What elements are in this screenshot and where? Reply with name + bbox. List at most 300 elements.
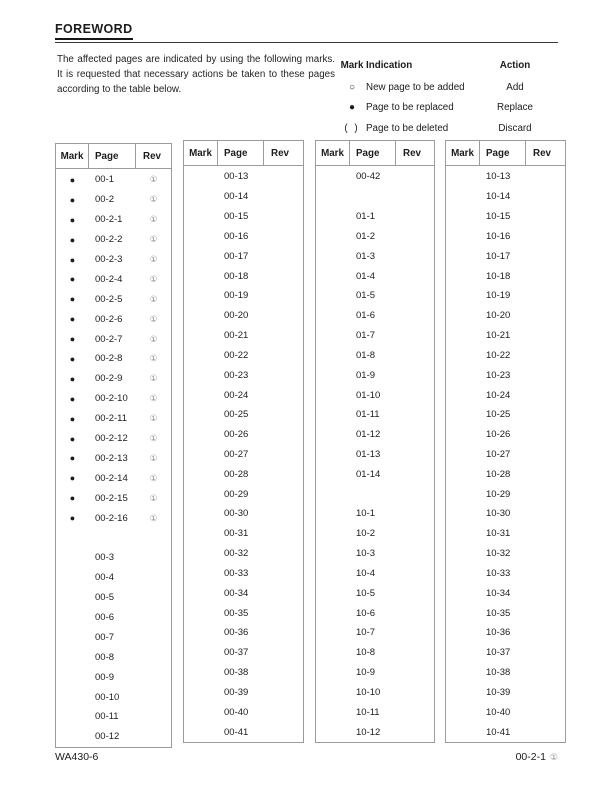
revision-table-4-body xyxy=(446,166,565,742)
table-row xyxy=(184,583,303,603)
table-row xyxy=(446,564,565,584)
page-cell: 00-7 xyxy=(95,631,115,643)
table-row xyxy=(446,345,565,365)
page-cell: 00-5 xyxy=(95,592,115,604)
page-cell: 10-39 xyxy=(486,686,511,698)
table-row xyxy=(184,226,303,246)
page-cell: 00-8 xyxy=(95,651,115,663)
page-cell: 00-11 xyxy=(95,711,119,723)
page-cell: 00-20 xyxy=(224,310,249,322)
page-cell: 00-2-13 xyxy=(95,452,128,464)
legend-action: Add xyxy=(506,81,524,93)
page-cell: 10-36 xyxy=(486,627,511,639)
page-cell: 00-40 xyxy=(224,706,249,718)
table-row xyxy=(184,405,303,425)
table-row xyxy=(56,647,171,667)
page-cell: 00-18 xyxy=(224,270,249,282)
legend-indication: New page to be added xyxy=(366,81,465,93)
table-row xyxy=(446,246,565,266)
page-cell: 00-31 xyxy=(224,528,249,540)
column-header-rev: Rev xyxy=(403,147,421,159)
table-row xyxy=(446,207,565,227)
page-cell: 01-1 xyxy=(356,211,376,223)
mark-cell: ● xyxy=(69,254,76,265)
table-row xyxy=(446,623,565,643)
table-row xyxy=(184,683,303,703)
page-cell: 00-32 xyxy=(224,548,249,560)
page-cell: 01-14 xyxy=(356,468,381,480)
table-row xyxy=(446,226,565,246)
table-row xyxy=(184,464,303,484)
table-row xyxy=(316,345,434,365)
table-row xyxy=(446,167,565,187)
page-cell: 10-4 xyxy=(356,567,376,579)
table-row xyxy=(184,603,303,623)
page-cell: 00-26 xyxy=(224,429,249,441)
page-cell: 00-41 xyxy=(224,726,249,738)
page-cell: 00-37 xyxy=(224,647,249,659)
page-cell: 00-2-15 xyxy=(95,492,128,504)
page-cell: 00-2-1 xyxy=(95,214,123,226)
table-row xyxy=(184,345,303,365)
table-row xyxy=(316,544,434,564)
table-row xyxy=(316,583,434,603)
rev-cell: ① xyxy=(149,433,158,444)
table-row xyxy=(446,544,565,564)
table-row xyxy=(56,210,171,230)
page-title: FOREWORD xyxy=(55,22,133,40)
page-cell: 00-4 xyxy=(95,572,115,584)
table-row xyxy=(316,564,434,584)
page-cell: 10-28 xyxy=(486,468,511,480)
footer-rev-icon: ① xyxy=(549,752,558,762)
page-cell: 01-5 xyxy=(356,290,376,302)
table-row xyxy=(316,246,434,266)
table-row xyxy=(56,170,171,190)
table-header-row xyxy=(316,141,434,166)
table-row xyxy=(446,663,565,683)
rev-cell: ① xyxy=(149,353,158,364)
column-header-page: Page xyxy=(89,144,136,168)
table-row xyxy=(184,286,303,306)
mark-cell: ● xyxy=(69,274,76,285)
column-header-mark: Mark xyxy=(316,141,350,165)
table-row xyxy=(446,702,565,722)
table-row xyxy=(56,627,171,647)
table-row xyxy=(446,445,565,465)
table-row xyxy=(56,389,171,409)
page-cell: 00-2-7 xyxy=(95,333,123,345)
table-row xyxy=(56,309,171,329)
table-row xyxy=(184,702,303,722)
table-row xyxy=(316,187,434,207)
table-row xyxy=(316,663,434,683)
page-cell: 00-12 xyxy=(95,731,120,743)
revision-table-2-body xyxy=(184,166,303,742)
page-cell: 00-17 xyxy=(224,250,249,262)
page-cell: 00-2-14 xyxy=(95,472,128,484)
page-cell: 10-35 xyxy=(486,607,511,619)
mark-cell: ● xyxy=(69,393,76,404)
page-cell: 10-32 xyxy=(486,548,511,560)
table-row xyxy=(446,464,565,484)
page-cell: 10-38 xyxy=(486,667,511,679)
page-cell: 00-38 xyxy=(224,667,249,679)
legend-action: Replace xyxy=(497,102,533,114)
rev-cell: ① xyxy=(149,492,158,503)
table-row xyxy=(316,683,434,703)
page-cell: 01-4 xyxy=(356,270,376,282)
rev-cell: ① xyxy=(149,512,158,523)
mark-cell: ● xyxy=(69,353,76,364)
table-row xyxy=(316,643,434,663)
table-row xyxy=(184,187,303,207)
legend-header-action: Action xyxy=(499,60,531,71)
table-row xyxy=(56,548,171,568)
table-row xyxy=(56,269,171,289)
rev-cell: ① xyxy=(149,214,158,225)
page-cell: 00-30 xyxy=(224,508,249,520)
legend-indication: Page to be deleted xyxy=(366,122,449,134)
table-row xyxy=(446,187,565,207)
page-cell: 01-9 xyxy=(356,369,376,381)
table-row xyxy=(56,687,171,707)
revision-table-1 xyxy=(55,143,172,748)
rev-cell: ① xyxy=(149,313,158,324)
page-cell: 00-28 xyxy=(224,468,249,480)
mark-cell: ● xyxy=(69,334,76,345)
mark-cell: ● xyxy=(69,314,76,325)
page-cell: 10-10 xyxy=(356,686,381,698)
mark-cell: ● xyxy=(69,473,76,484)
table-row xyxy=(56,369,171,389)
page-cell: 10-21 xyxy=(486,330,511,342)
page-cell: 00-34 xyxy=(224,587,249,599)
page-cell: 00-29 xyxy=(224,488,249,500)
table-row xyxy=(184,306,303,326)
table-row xyxy=(56,289,171,309)
page-cell: 10-34 xyxy=(486,587,511,599)
table-row xyxy=(184,385,303,405)
page-cell: 00-14 xyxy=(224,191,249,203)
page-cell: 00-2-4 xyxy=(95,273,123,285)
rev-cell: ① xyxy=(149,273,158,284)
rev-cell: ① xyxy=(149,472,158,483)
table-row xyxy=(316,504,434,524)
page-cell: 10-15 xyxy=(486,211,511,223)
page-cell: 00-19 xyxy=(224,290,249,302)
page-cell: 00-16 xyxy=(224,230,249,242)
table-row xyxy=(56,608,171,628)
page-cell: 00-13 xyxy=(224,171,249,183)
table-row xyxy=(316,702,434,722)
table-row xyxy=(184,504,303,524)
table-row xyxy=(184,544,303,564)
table-row xyxy=(446,683,565,703)
column-header-rev: Rev xyxy=(533,147,551,159)
revision-table-3-body xyxy=(316,166,434,742)
table-row xyxy=(184,425,303,445)
page-cell: 00-6 xyxy=(95,612,115,624)
table-row xyxy=(316,603,434,623)
table-row xyxy=(56,588,171,608)
rev-cell: ① xyxy=(149,293,158,304)
page-cell: 00-36 xyxy=(224,627,249,639)
page-cell: 10-29 xyxy=(486,488,511,500)
column-header-page: Page xyxy=(350,141,396,165)
page-cell: 00-2-8 xyxy=(95,353,123,365)
marks-legend xyxy=(338,54,553,139)
table-row xyxy=(184,524,303,544)
table-row xyxy=(184,207,303,227)
page-cell: 10-19 xyxy=(486,290,511,302)
table-row xyxy=(446,524,565,544)
page-cell: 00-2-11 xyxy=(95,413,128,425)
column-header-rev: Rev xyxy=(143,150,161,162)
table-row xyxy=(446,722,565,742)
table-row xyxy=(184,326,303,346)
page-cell: 01-2 xyxy=(356,230,376,242)
table-row xyxy=(56,667,171,687)
legend-row-add xyxy=(338,77,553,98)
legend-header-mark: Mark xyxy=(340,60,364,71)
rev-cell: ① xyxy=(149,393,158,404)
legend-action: Discard xyxy=(498,122,532,134)
table-row xyxy=(56,349,171,369)
table-row xyxy=(446,365,565,385)
footer-page-number xyxy=(516,751,558,763)
page-cell: 10-16 xyxy=(486,230,511,242)
column-header-rev: Rev xyxy=(271,147,289,159)
page-cell: 10-1 xyxy=(356,508,376,520)
page-cell: 00-10 xyxy=(95,691,120,703)
page-header-rule xyxy=(55,20,558,43)
page-cell: 10-23 xyxy=(486,369,511,381)
table-row xyxy=(56,707,171,727)
column-header-mark: Mark xyxy=(56,144,89,168)
legend-header-indication: Indication xyxy=(366,60,413,71)
mark-cell: ● xyxy=(69,413,76,424)
table-row xyxy=(184,722,303,742)
page-cell: 10-9 xyxy=(356,667,376,679)
page-cell: 00-39 xyxy=(224,686,249,698)
page-cell: 10-6 xyxy=(356,607,376,619)
page-cell: 10-3 xyxy=(356,548,376,560)
mark-cell: ● xyxy=(69,493,76,504)
table-row xyxy=(446,266,565,286)
rev-cell: ① xyxy=(149,254,158,264)
mark-cell: ● xyxy=(69,453,76,464)
page-cell: 01-12 xyxy=(356,429,381,441)
table-row xyxy=(316,266,434,286)
rev-cell: ① xyxy=(149,452,158,463)
table-row xyxy=(184,266,303,286)
table-row xyxy=(184,484,303,504)
rev-cell: ① xyxy=(149,194,158,205)
page-cell: 10-18 xyxy=(486,270,511,282)
page-cell: 00-1 xyxy=(95,174,115,186)
page-cell: 00-2-16 xyxy=(95,512,128,524)
table-row xyxy=(316,207,434,227)
table-row xyxy=(446,425,565,445)
table-row xyxy=(56,508,171,528)
page-cell: 00-35 xyxy=(224,607,249,619)
table-row xyxy=(56,727,171,747)
page-cell: 10-5 xyxy=(356,587,376,599)
table-row xyxy=(56,568,171,588)
table-row xyxy=(56,230,171,250)
page-cell: 00-2-5 xyxy=(95,293,123,305)
footer-model-code: WA430-6 xyxy=(55,751,99,763)
mark-cell: ● xyxy=(69,174,76,185)
legend-header-row xyxy=(338,54,553,77)
page-cell: 00-27 xyxy=(224,449,249,460)
revision-table-1-body xyxy=(56,169,171,747)
page-cell: 10-13 xyxy=(486,171,511,183)
table-row xyxy=(446,643,565,663)
table-row xyxy=(316,722,434,742)
table-row xyxy=(316,365,434,385)
table-row xyxy=(316,484,434,504)
legend-row-replace xyxy=(338,98,553,119)
page-cell: 01-13 xyxy=(356,449,381,460)
mark-cell: ● xyxy=(69,433,76,444)
table-row xyxy=(56,528,171,548)
page-cell: 01-7 xyxy=(356,330,376,342)
rev-cell: ① xyxy=(149,373,158,384)
mark-cell: ● xyxy=(69,373,76,384)
page-cell: 10-27 xyxy=(486,449,511,460)
page-cell: 10-17 xyxy=(486,250,511,262)
page-cell: 10-37 xyxy=(486,647,511,659)
rev-cell: ① xyxy=(149,413,158,424)
page-cell: 00-15 xyxy=(224,211,249,223)
table-row xyxy=(316,167,434,187)
table-row xyxy=(184,445,303,465)
rev-cell: ① xyxy=(149,174,158,185)
table-header-row xyxy=(184,141,303,166)
table-row xyxy=(446,504,565,524)
revision-table-3 xyxy=(315,140,435,743)
filled-circle-icon: ● xyxy=(348,102,356,114)
page-cell: 10-14 xyxy=(486,191,511,203)
column-header-page: Page xyxy=(218,141,264,165)
page-cell: 10-25 xyxy=(486,409,511,421)
page-cell: 10-33 xyxy=(486,567,511,579)
table-row xyxy=(446,484,565,504)
page-cell: 00-2 xyxy=(95,194,115,206)
table-row xyxy=(316,425,434,445)
rev-cell: ① xyxy=(149,333,158,344)
page-cell: 00-3 xyxy=(95,552,115,564)
table-row xyxy=(184,643,303,663)
table-row xyxy=(184,365,303,385)
mark-cell: ● xyxy=(69,214,76,225)
page-cell: 01-11 xyxy=(356,409,380,421)
page-cell: 10-26 xyxy=(486,429,511,441)
page-cell: 10-2 xyxy=(356,528,376,540)
page-cell: 10-7 xyxy=(356,627,376,639)
page-cell: 01-6 xyxy=(356,310,376,322)
page-cell: 00-21 xyxy=(224,330,249,342)
table-row xyxy=(316,405,434,425)
table-row xyxy=(316,524,434,544)
table-row xyxy=(56,250,171,270)
page-cell: 01-3 xyxy=(356,250,376,262)
page-cell: 00-2-9 xyxy=(95,373,123,385)
legend-row-delete xyxy=(338,118,553,139)
table-row xyxy=(56,448,171,468)
page-cell: 00-2-6 xyxy=(95,313,123,325)
mark-cell: ● xyxy=(69,513,76,524)
table-row xyxy=(316,306,434,326)
page-cell: 10-41 xyxy=(486,726,511,738)
table-row xyxy=(316,385,434,405)
table-row xyxy=(184,246,303,266)
table-row xyxy=(446,306,565,326)
table-row xyxy=(316,623,434,643)
page-cell: 10-20 xyxy=(486,310,511,322)
intro-paragraph: The affected pages are indicated by using the following marks. It is requested that necessary actions be taken to these pages according to the table below. xyxy=(57,54,335,95)
table-header-row xyxy=(446,141,565,166)
page-cell: 00-42 xyxy=(356,171,381,183)
mark-cell: ● xyxy=(69,294,76,305)
table-row xyxy=(56,429,171,449)
page-cell: 00-2-12 xyxy=(95,433,128,445)
table-row xyxy=(316,286,434,306)
page-cell: 10-8 xyxy=(356,647,376,659)
table-row xyxy=(316,464,434,484)
page-cell: 00-2-2 xyxy=(95,234,123,246)
page-cell: 00-33 xyxy=(224,567,249,579)
page-cell: 10-31 xyxy=(486,528,511,540)
table-row xyxy=(316,326,434,346)
page-cell: 01-10 xyxy=(356,389,381,401)
table-row xyxy=(184,167,303,187)
page-cell: 10-22 xyxy=(486,349,511,361)
table-row xyxy=(56,468,171,488)
page-cell: 00-25 xyxy=(224,409,249,421)
page-cell: 10-11 xyxy=(356,706,380,718)
page-cell: 10-30 xyxy=(486,508,511,520)
table-row xyxy=(446,385,565,405)
parentheses-mark-icon: ( ) xyxy=(344,122,360,134)
table-row xyxy=(316,226,434,246)
table-row xyxy=(446,326,565,346)
table-row xyxy=(184,564,303,584)
page-cell: 10-40 xyxy=(486,706,511,718)
table-row xyxy=(446,583,565,603)
column-header-page: Page xyxy=(480,141,526,165)
legend-indication: Page to be replaced xyxy=(366,102,454,114)
table-row xyxy=(446,405,565,425)
page-cell: 00-24 xyxy=(224,389,249,401)
page-cell: 00-2-3 xyxy=(95,254,123,265)
revision-table-4 xyxy=(445,140,566,743)
table-row xyxy=(316,445,434,465)
mark-cell: ● xyxy=(69,234,76,245)
open-circle-icon: ○ xyxy=(348,81,356,93)
page-cell: 00-9 xyxy=(95,671,115,683)
page-cell: 10-12 xyxy=(356,726,381,738)
footer-page-label: 00-2-1 xyxy=(515,751,546,763)
table-row xyxy=(56,488,171,508)
table-row xyxy=(184,623,303,643)
page-cell: 00-22 xyxy=(224,349,249,361)
page-cell: 00-23 xyxy=(224,369,249,381)
table-row xyxy=(56,190,171,210)
table-row xyxy=(446,286,565,306)
